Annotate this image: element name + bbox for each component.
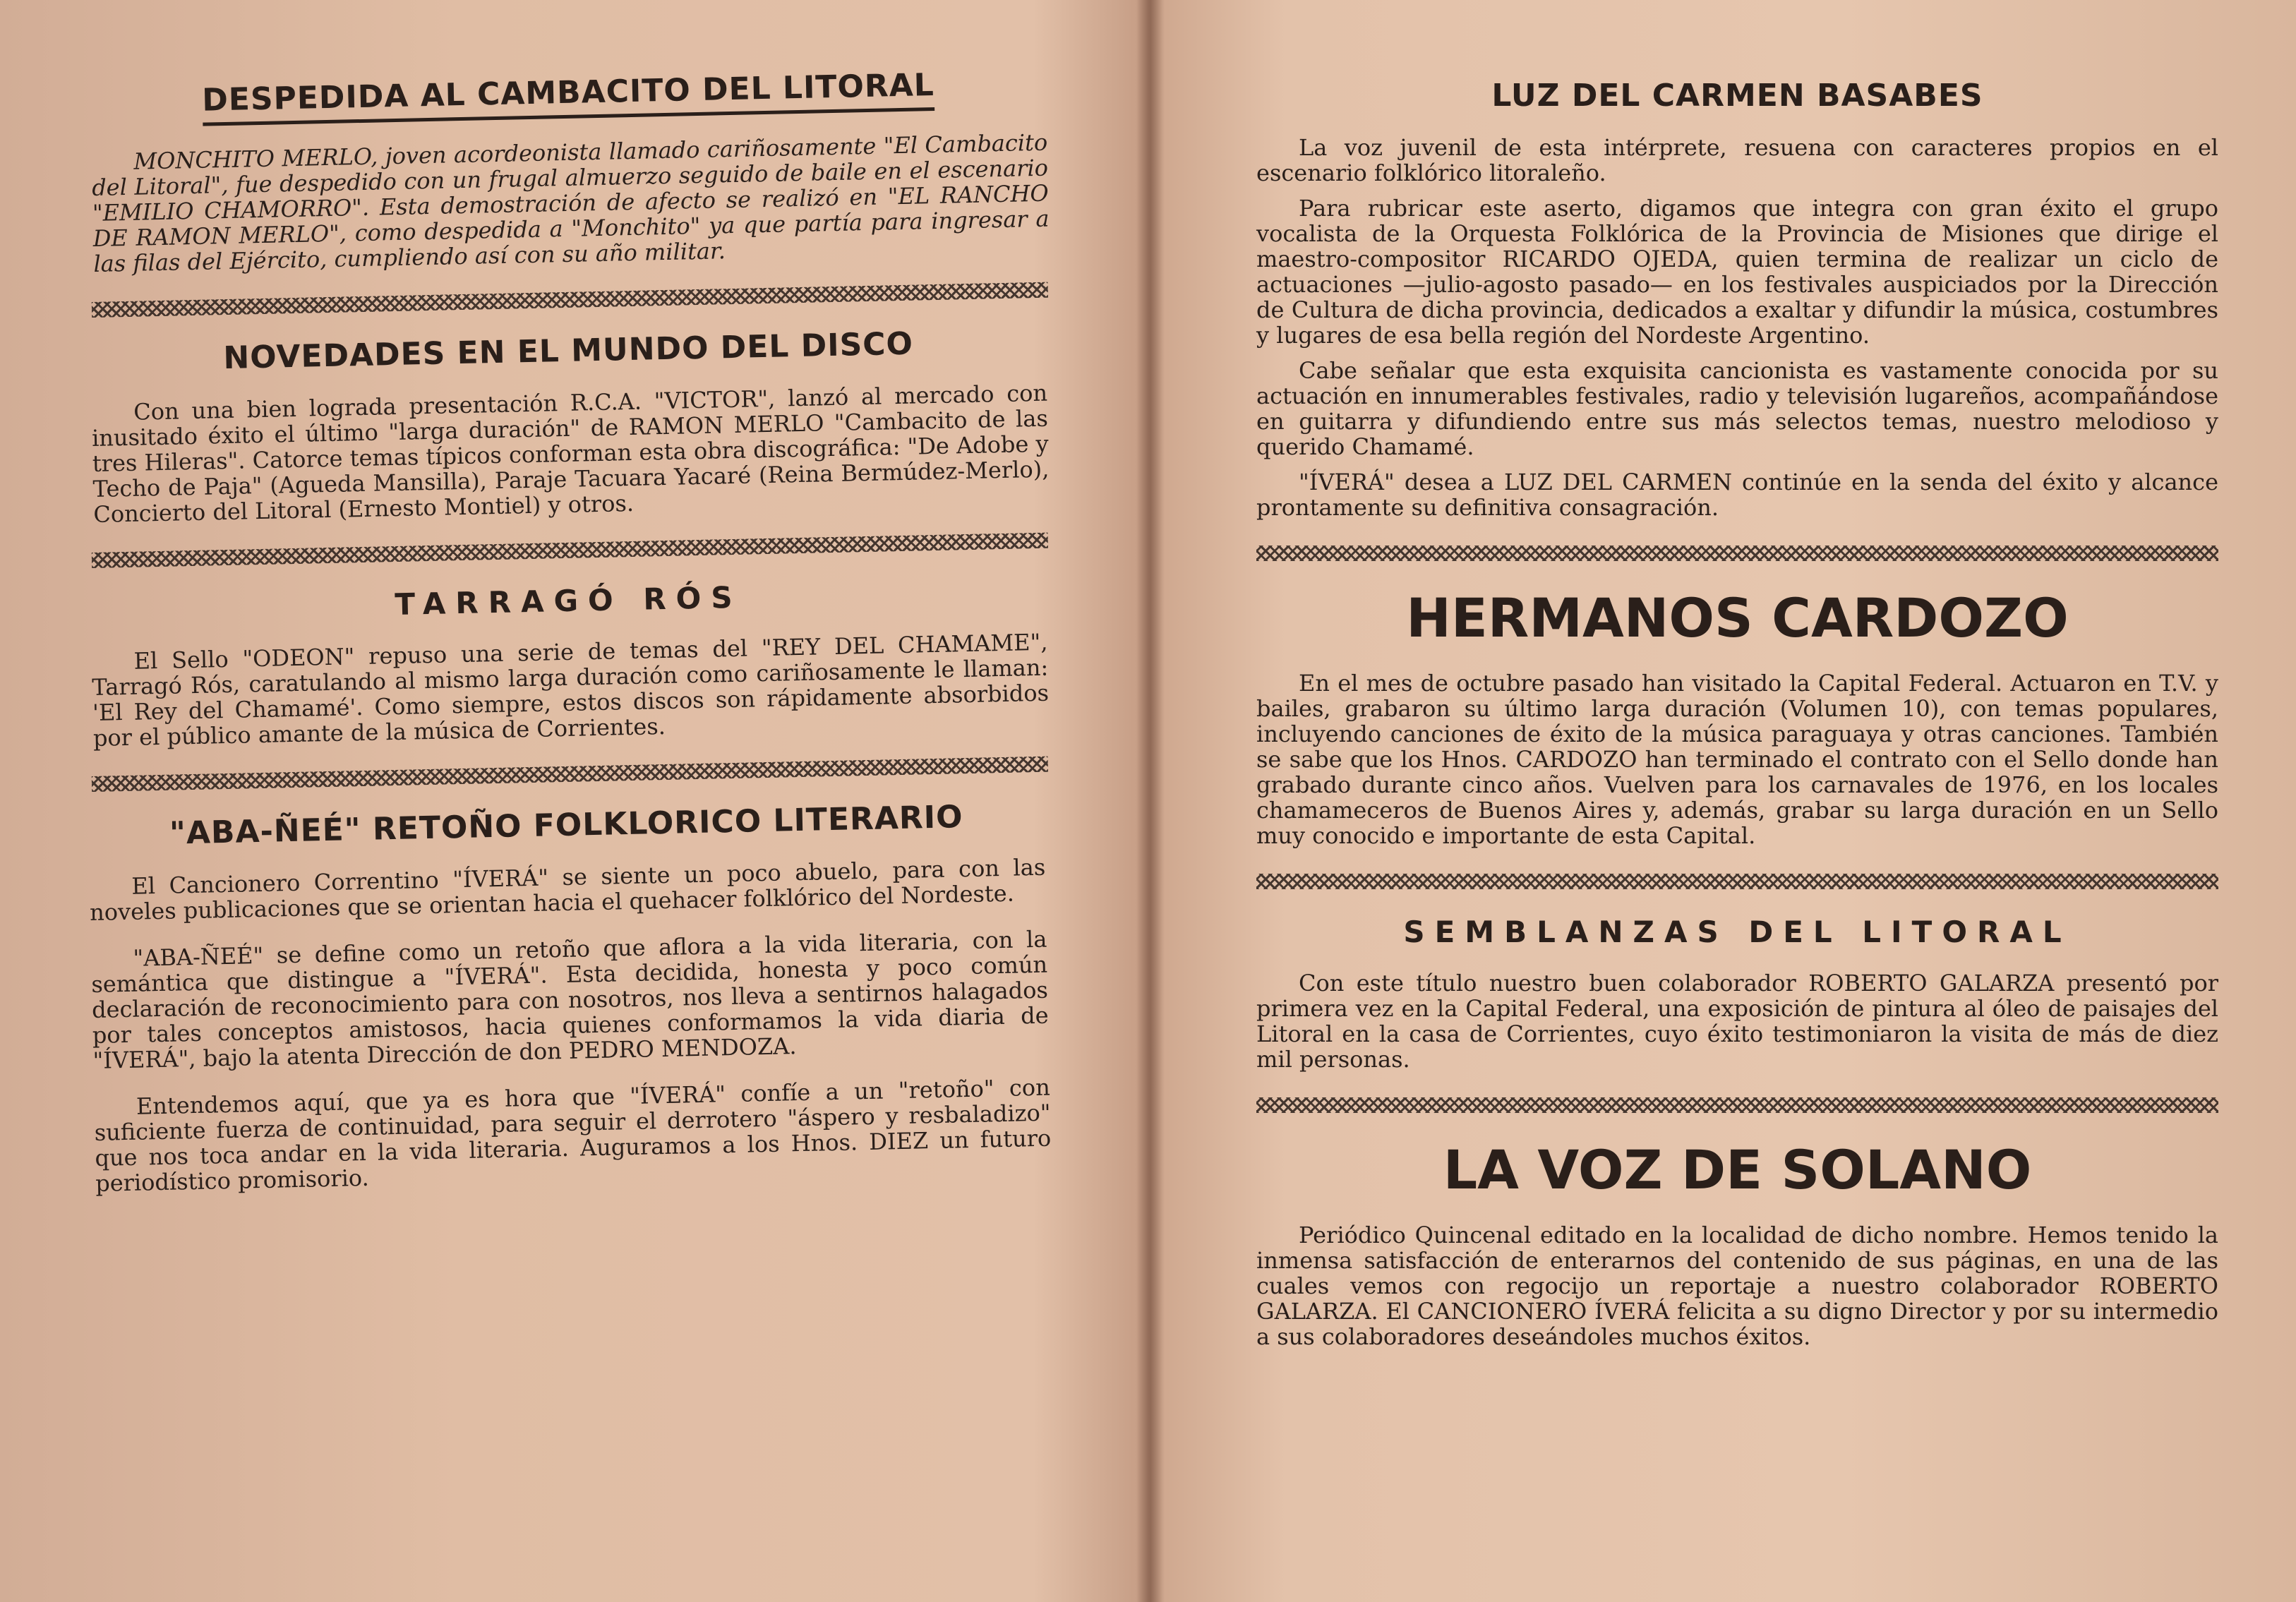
article-hermanos-cardozo — [1256, 586, 2218, 848]
article-body — [1256, 970, 2218, 1072]
paragraph: "ABA-ÑEÉ" se define como un retoño que aflora a la vida literaria, con la semántica que distingue a "ÍVERÁ". Esta decidida, honesta y poco común declaración de reconocimiento para con nosotros, nos lleva a sentirnos halagados por tales conceptos amistosos, hacia quienes conformamos la vida diaria de "ÍVERÁ", bajo la atenta Dirección de don PEDRO MENDOZA. — [90, 925, 1049, 1074]
article-title: LUZ DEL CARMEN BASABES — [1491, 78, 1983, 114]
article-aba-nee — [88, 797, 1052, 1196]
article-despedida — [90, 65, 1050, 277]
ornamental-divider — [1256, 874, 2218, 889]
article-title: LA VOZ DE SOLANO — [1443, 1138, 2032, 1201]
article-novedades — [90, 323, 1050, 527]
left-page — [0, 0, 1147, 1602]
article-body — [89, 855, 1052, 1196]
paragraph: Para rubricar este aserto, digamos que integra con gran éxito el grupo vocalista de la Orquesta Folklórica de la Provincia de Misiones que dirige el maestro-compositor RICARDO OJEDA, quien termina de realizar un ciclo de actuaciones —julio-agosto pasado— en los festivales auspiciados por la Dirección de Cultura de dicha provincia, dedicados a exaltar y difundir la música, costumbres y lugares de esa bella región del Nordeste Argentino. — [1256, 195, 2218, 349]
paragraph: Con este título nuestro buen colaborador ROBERTO GALARZA presentó por primera vez en la Capital Federal, una exposición de pintura al óleo de paisajes del Litoral en la casa de Corrientes, cuyo éxito testimoniaron la visita de más de diez mil personas. — [1256, 970, 2218, 1073]
ornamental-divider — [92, 282, 1048, 318]
article-title: SEMBLANZAS DEL LITORAL — [1403, 915, 2072, 949]
paragraph: Periódico Quincenal editado en la localidad de dicho nombre. Hemos tenido la inmensa satisfacción de enterarnos del contenido de sus páginas, en una de las cuales vemos con regocijo un reportaje a nuestro colaborador ROBERTO GALARZA. El CANCIONERO ÍVERÁ felicita a su digno Director y por su intermedio a sus colaboradores deseándoles muchos éxitos. — [1256, 1222, 2218, 1350]
paragraph: En el mes de octubre pasado han visitado la Capital Federal. Actuaron en T.V. y bailes, grabaron su último larga duración (Volumen 10), con temas populares, incluyendo canciones de éxito de la música paraguaya y otras canciones. También se sabe que los Hnos. CARDOZO han terminado el contrato con el Sello donde han grabado durante cinco años. Vuelven para los carnavales de 1976, en los locales chamameceros de Buenos Aires y, además, grabar su larga duración en un Sello muy conocido e importante de esta Capital. — [1256, 670, 2218, 849]
ornamental-divider — [92, 533, 1048, 568]
article-semblanzas — [1256, 915, 2218, 1072]
article-tarrago — [90, 574, 1050, 751]
paragraph: Con una bien lograda presentación R.C.A. "VICTOR", lanzó al mercado con inusitado éxito el último "larga duración" de RAMON MERLO "Cambacito de las tres Hileras". Catorce temas típicos conforman esta obra discográfica: "De Adobe y Techo de Paja" (Agueda Mansilla), Paraje Tacuara Yacaré (Reina Bermúdez-Merlo), Concierto del Litoral (Ernesto Montiel) y otros. — [91, 379, 1050, 528]
article-luz-del-carmen — [1256, 78, 2218, 520]
ornamental-divider — [1256, 1097, 2218, 1113]
article-body — [91, 380, 1050, 527]
paragraph: Cabe señalar que esta exquisita cancionista es vastamente conocida por su actuación en innumerables festivales, radio y televisión lugareños, acompañándose en guitarra y difundiendo entre sus más selectos temas, nuestro melodioso y querido Chamamé. — [1256, 357, 2218, 460]
article-title: "ABA-ÑEÉ" RETOÑO FOLKLORICO LITERARIO — [169, 799, 964, 852]
paragraph: "ÍVERÁ" desea a LUZ DEL CARMEN continúe en la senda del éxito y alcance prontamente su definitiva consagración. — [1256, 469, 2218, 521]
paragraph: El Sello "ODEON" repuso una serie de temas del "REY DEL CHAMAME", Tarragó Rós, caratulando al mismo larga duración como cariñosamente le llaman: 'El Rey del Chamamé'. Como siempre, estos discos son rápidamente absorbidos por el público amante de la música de Corrientes. — [92, 628, 1050, 752]
article-body — [91, 630, 1050, 751]
article-body — [91, 130, 1050, 277]
ornamental-divider — [1256, 546, 2218, 561]
right-page — [1158, 0, 2296, 1602]
paragraph: Entendemos aquí, que ya es hora que "ÍVERÁ" confíe a un "retoño" con suficiente fuerza de continuidad, para seguir el derrotero "áspero y resbaladizo" que nos toca andar en la vida literaria. Auguramos a los Hnos. DIEZ un futuro periodístico promisorio. — [94, 1073, 1052, 1197]
paragraph: La voz juvenil de esta intérprete, resuena con caracteres propios en el escenario folklórico litoraleño. — [1256, 134, 2218, 186]
article-title: HERMANOS CARDOZO — [1406, 586, 2069, 649]
article-body — [1256, 670, 2218, 848]
paragraph: MONCHITO MERLO, joven acordeonista llamado cariñosamente "El Cambacito del Litoral", fue despedido con un frugal almuerzo seguido de baile en el escenario "EMILIO CHAMORRO". Esta demostración de afecto se realizó en "EL RANCHO DE RAMON MERLO", como despedida a "Monchito" ya que partía para ingresar a las filas del Ejército, cumpliendo así con su año militar. — [91, 128, 1050, 277]
article-la-voz-de-solano — [1256, 1138, 2218, 1349]
ornamental-divider — [92, 757, 1048, 792]
article-title: DESPEDIDA AL CAMBACITO DEL LITORAL — [90, 65, 1047, 128]
article-body — [1256, 135, 2218, 520]
article-body — [1256, 1222, 2218, 1349]
paragraph: El Cancionero Correntino "ÍVERÁ" se siente un poco abuelo, para con las noveles publicaciones que se orientan hacia el quehacer folklórico del Nordeste. — [89, 853, 1046, 927]
article-title: NOVEDADES EN EL MUNDO DEL DISCO — [222, 325, 914, 377]
article-title: TARRAGÓ RÓS — [394, 579, 743, 622]
